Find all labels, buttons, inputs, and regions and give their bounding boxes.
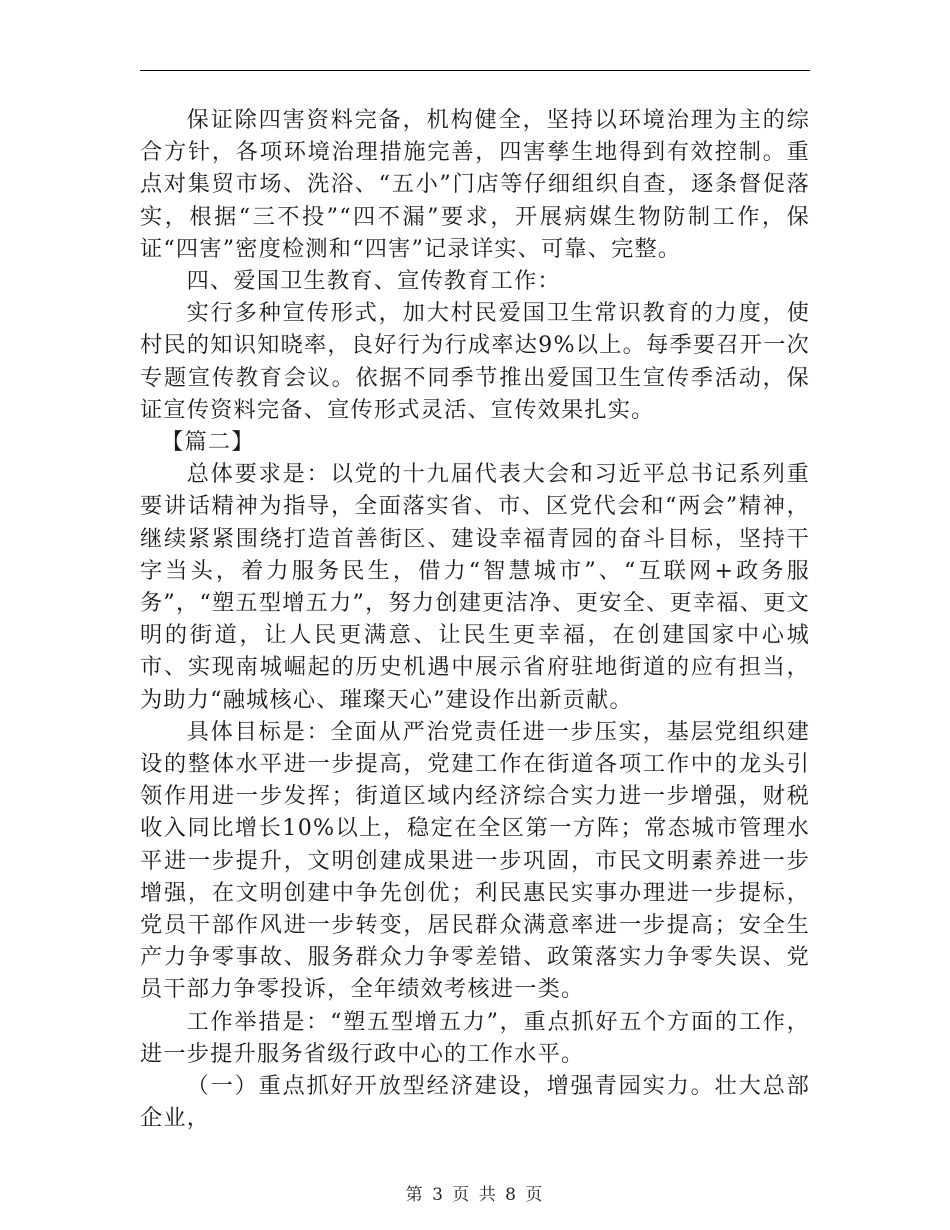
paragraph-specific-goals: 具体目标是：全面从严治党责任进一步压实，基层党组织建设的整体水平进一步提高，党建工作在街道各项工作中的龙头引领作用进一步发挥；街道区域内经济综合实力进一步增强，财税收入同比增长10%以上，稳定在全区第一方阵；常态城市管理水平进一步提升，文明创建成果进一步巩固，市民文明素养进一步增强，在文明创建中争先创优；利民惠民实事办理进一步提标，党员干部作风进一步转变，居民群众满意率进一步提高；安全生产力争零事故、服务群众力争零差错、政策落实力争零失误、党员干部力争零投诉，全年绩效考核进一类。 — [140, 718, 810, 1003]
paragraph-item-one: （一）重点抓好开放型经济建设，增强青园实力。壮大总部企业， — [140, 1073, 810, 1132]
section-heading-education: 四、爱国卫生教育、宣传教育工作： — [186, 268, 561, 295]
page-body — [140, 104, 810, 1135]
paragraph-work-measures: 工作举措是：“塑五型增五力”，重点抓好五个方面的工作，进一步提升服务省级行政中心的工作水平。 — [140, 1008, 810, 1067]
header-rule — [140, 70, 810, 71]
paragraph-overall-requirements: 总体要求是：以党的十九届代表大会和习近平总书记系列重要讲话精神为指导，全面落实省、市、区党代会和“两会”精神，继续紧紧围绕打造首善街区、建设幸福青园的奋斗目标，坚持干字当头，着力服务民生，借力“智慧城市”、“互联网+政务服务”，“塑五型增五力”，努力创建更洁净、更安全、更幸福、更文明的街道，让人民更满意、让民生更幸福，在创建国家中心城市、实现南城崛起的历史机遇中展示省府驻地街道的应有担当，为助力“融城核心、璀璨天心”建设作出新贡献。 — [140, 461, 810, 713]
paragraph-pest-control: 保证除四害资料完备，机构健全，坚持以环境治理为主的综合方针，各项环境治理措施完善，四害孳生地得到有效控制。重点对集贸市场、洗浴、“五小”门店等仔细组织自查，逐条督促落实，根据“三不投”“四不漏”要求，开展病媒生物防制工作，保证“四害”密度检测和“四害”记录详实、可靠、完整。 — [140, 107, 810, 262]
section-heading-part-two: 【篇二】 — [161, 429, 255, 456]
page-number-footer: 第 3 页 共 8 页 — [405, 1185, 545, 1205]
paragraph-publicity: 实行多种宣传形式，加大村民爱国卫生常识教育的力度，使村民的知识知晓率，良好行为行成率达9%以上。每季要召开一次专题宣传教育会议。依据不同季节推出爱国卫生宣传季活动，保证宣传资料完备、宣传形式灵活、宣传效果扎实。 — [140, 300, 810, 423]
